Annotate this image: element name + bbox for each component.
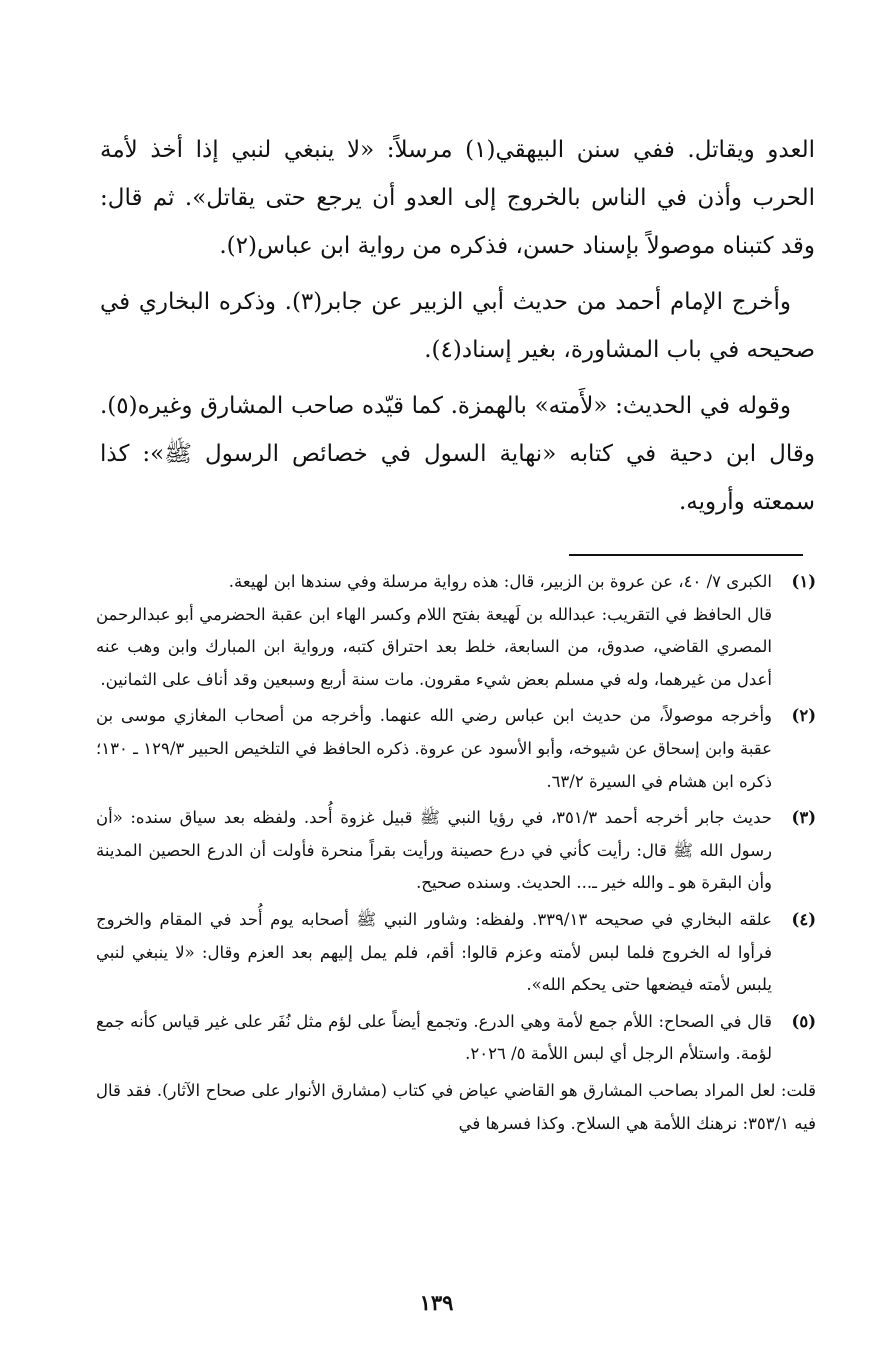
main-paragraph-2: وأخرج الإمام أحمد من حديث أبي الزبير عن جابر(٣). وذكره البخاري في صحيحه في باب المشاورة، بغير إسناد(٤). bbox=[100, 289, 815, 363]
footnotes bbox=[96, 566, 816, 1140]
footnote-4 bbox=[96, 904, 816, 1002]
footnote-body bbox=[96, 700, 772, 798]
footnote-1 bbox=[96, 566, 816, 696]
footnote-line: علقه البخاري في صحيحه ٣٣٩/١٣. ولفظه: وشاور النبي ﷺ أصحابه يوم أُحد في المقام والخروج فرأوا له الخروج فلما لبس لأمته وعزم قالوا: أقم، فلم يمل إليهم بعد العزم وقال: «لا ينبغي لنبي يلبس لأمته فيضعها حتى يحكم الله». bbox=[96, 909, 772, 995]
page-number: ١٣٩ bbox=[419, 1290, 454, 1315]
footnote-line: قال الحافظ في التقريب: عبدالله بن لَهيعة بفتح اللام وكسر الهاء ابن عقبة الحضرمي أبو عبدالرحمن المصري القاضي، صدوق، من السابعة، خلط بعد احتراق كتبه، ورواية ابن المبارك وابن وهب عنه أعدل من غيرهما، وله في مسلم بعض شيء مقرون. مات سنة أربع وسبعين وقد أناف على الثمانين. bbox=[96, 604, 772, 689]
main-paragraph-3: وقوله في الحديث: «لأَمته» بالهمزة. كما قيّده صاحب المشارق وغيره(٥). وقال ابن دحية في كتابه «نهاية السول في خصائص الرسول ﷺ»: كذا سمعته وأرويه. bbox=[100, 393, 815, 515]
footnote-2 bbox=[96, 700, 816, 798]
footnote-separator bbox=[569, 554, 803, 556]
footnote-line: حديث جابر أخرجه أحمد ٣٥١/٣، في رؤيا النبي ﷺ قبيل غزوة أُحد. ولفظه بعد سياق سنده: «أن رسول الله ﷺ قال: رأيت كأني في درع حصينة ورأيت بقراً منحرة فأولت أن الدرع الحصين المدينة وأن البقرة هو ـ والله خير ـ... الحديث. وسنده صحيح. bbox=[96, 808, 772, 893]
footnote-body bbox=[96, 566, 772, 696]
footnote-line: الكبرى ٧/ ٤٠، عن عروة بن الزبير، قال: هذه رواية مرسلة وفي سندها ابن لهيعة. bbox=[228, 572, 772, 591]
footnote-3 bbox=[96, 802, 816, 900]
footnote-number: (٥) bbox=[791, 1011, 816, 1031]
footnote-body bbox=[96, 904, 772, 1002]
footnote-number: (٣) bbox=[791, 808, 816, 828]
trailing-note: قلت: لعل المراد بصاحب المشارق هو القاضي عياض في كتاب (مشارق الأنوار على صحاح الآثار). فقد قال فيه ٣٥٣/١: نرهنك اللأمة هي السلاح. وكذا فسرها في bbox=[96, 1080, 816, 1133]
footnote-body bbox=[96, 802, 772, 900]
main-text bbox=[100, 126, 815, 534]
footnote-number: (٤) bbox=[791, 909, 816, 929]
footnote-body bbox=[96, 1006, 772, 1071]
footnote-number: (٢) bbox=[791, 706, 816, 726]
main-paragraph-1: العدو ويقاتل. ففي سنن البيهقي(١) مرسلاً: «لا ينبغي لنبي إذا أخذ لأمة الحرب وأذن في الناس بالخروج إلى العدو أن يرجع حتى يقاتل». ثم قال: وقد كتبناه موصولاً بإسناد حسن، فذكره من رواية ابن عباس(٢). bbox=[100, 137, 815, 259]
footnote-number: (١) bbox=[791, 572, 816, 591]
footnote-5 bbox=[96, 1006, 816, 1071]
footnote-line: قال في الصحاح: اللأم جمع لأمة وهي الدرع. وتجمع أيضاً على لؤم مثل نُفَر على غير قياس كأنه جمع لؤمة. واستلأم الرجل أي لبس اللأمة ٥/ ٢٠٢٦. bbox=[96, 1011, 772, 1064]
footnote-line: وأخرجه موصولاً، من حديث ابن عباس رضي الله عنهما. وأخرجه من أصحاب المغازي موسى بن عقبة وابن إسحاق عن شيوخه، وأبو الأسود عن عروة. ذكره الحافظ في التلخيص الحبير ١٢٩/٣ ـ ١٣٠؛ ذكره ابن هشام في السيرة ٦٣/٢. bbox=[96, 706, 773, 791]
